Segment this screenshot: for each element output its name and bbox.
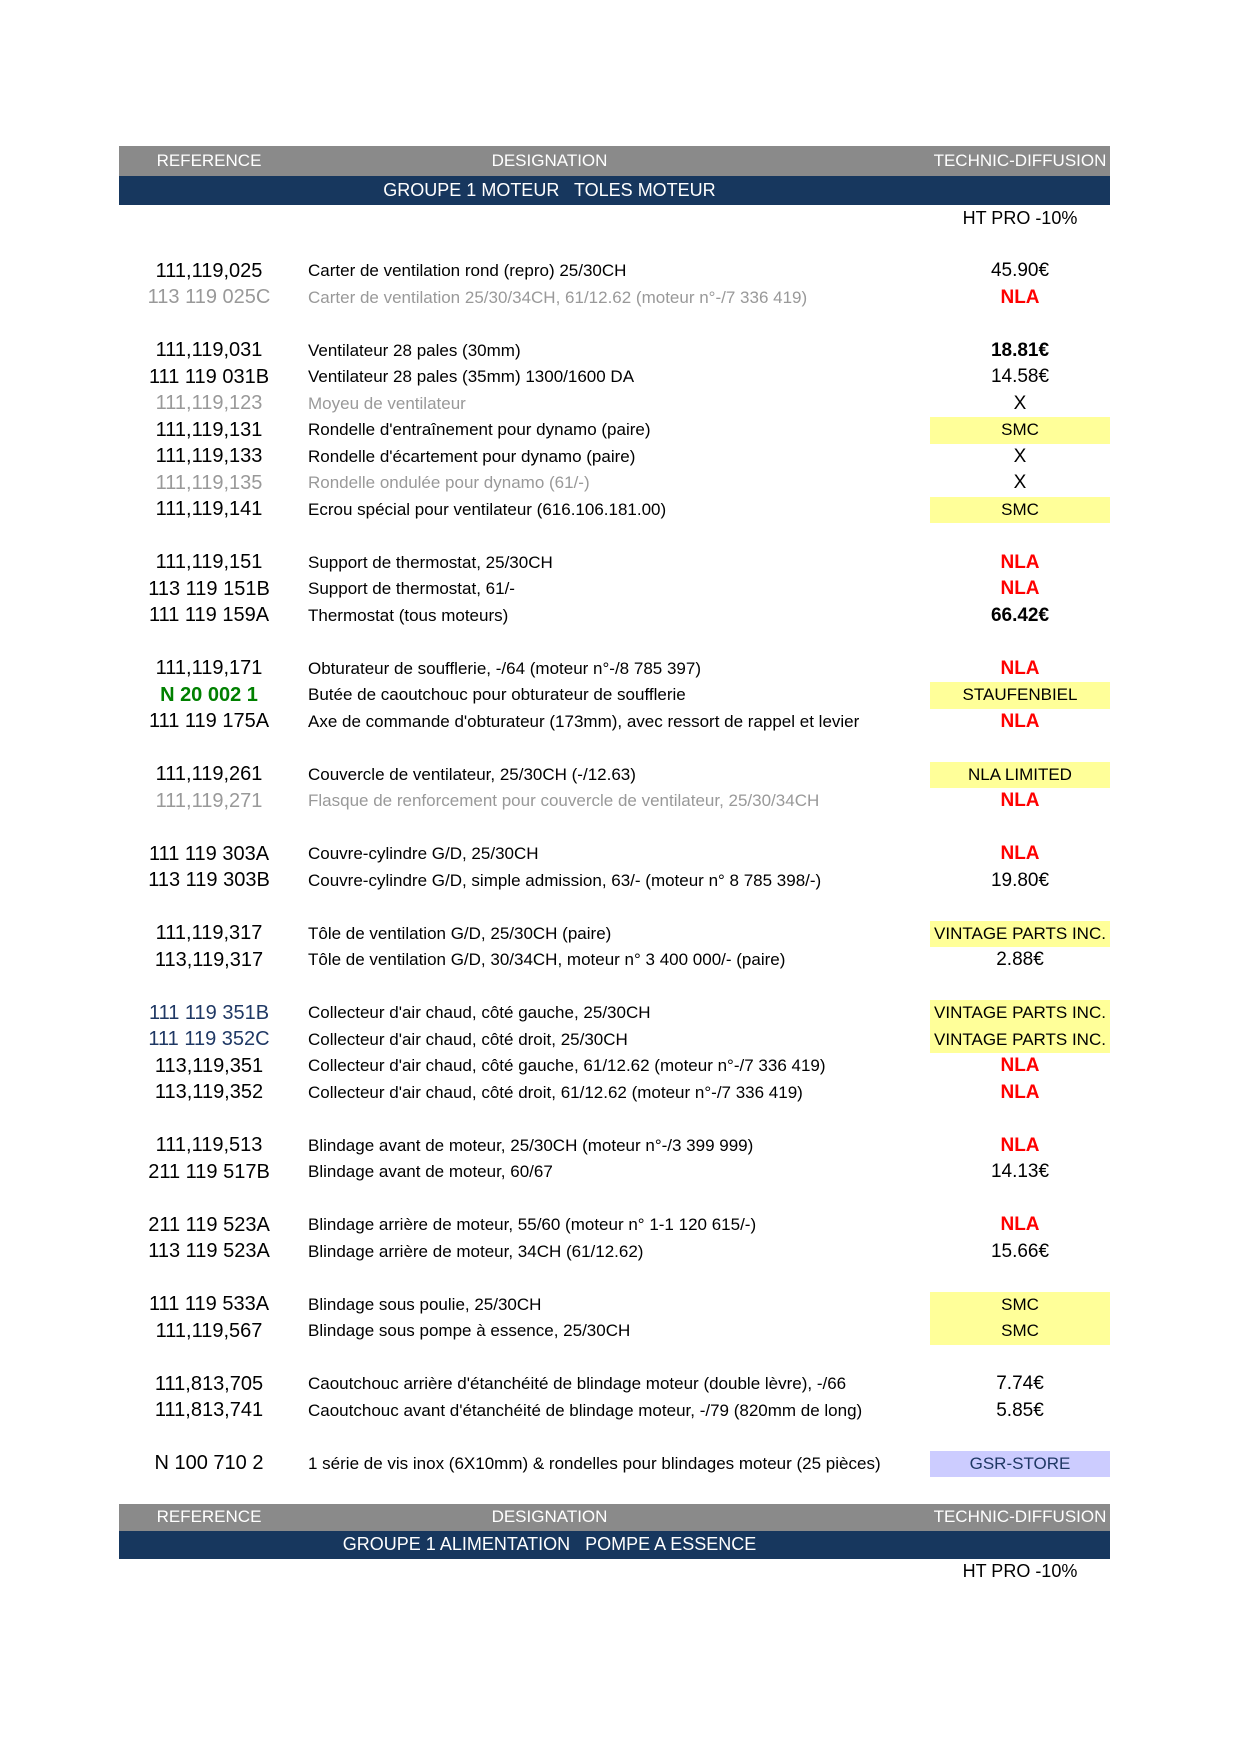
part-row: [119, 417, 1110, 444]
part-status: SMC: [930, 417, 1110, 444]
part-status: 2.88€: [996, 949, 1044, 971]
part-reference: 111,119,151: [155, 551, 263, 574]
part-designation: Support de thermostat, 25/30CH: [308, 552, 553, 572]
part-designation: Collecteur d'air chaud, côté gauche, 61/12.62 (moteur n°-/7 336 419): [308, 1056, 826, 1076]
part-status: SMC: [930, 1318, 1110, 1345]
part-row: [119, 762, 1110, 789]
part-reference: 111,119,261: [155, 763, 263, 786]
part-designation: Caoutchouc avant d'étanchéité de blindage moteur, -/79 (820mm de long): [308, 1400, 863, 1420]
part-row: [119, 1027, 1110, 1054]
part-row: [119, 709, 1110, 736]
part-reference: 111,119,133: [155, 445, 263, 468]
part-row: [119, 1080, 1110, 1107]
part-reference: 111,119,025: [155, 259, 263, 282]
part-reference: 211 119 517B: [148, 1160, 270, 1183]
part-designation: Collecteur d'air chaud, côté gauche, 25/30CH: [308, 1003, 651, 1023]
part-reference: 111,813,741: [154, 1399, 264, 1422]
part-reference: 113,119,351: [154, 1054, 264, 1077]
part-status: NLA: [1000, 657, 1040, 679]
spacer-row: [119, 1477, 1110, 1504]
part-row: [119, 788, 1110, 815]
section-title: GROUPE 1 MOTEUR TOLES MOTEUR: [383, 180, 716, 200]
part-designation: Tôle de ventilation G/D, 25/30CH (paire): [308, 923, 612, 943]
part-reference: 111,119,271: [155, 789, 263, 812]
part-designation: Rondelle ondulée pour dynamo (61/-): [308, 473, 590, 493]
table-header-bar-bottom: [119, 1504, 1110, 1531]
spacer-row: [119, 523, 1110, 550]
part-status: 5.85€: [996, 1399, 1044, 1421]
part-status: NLA: [1000, 578, 1040, 600]
part-reference: 111 119 031B: [148, 365, 270, 388]
spacer-row: [119, 629, 1110, 656]
part-reference: 113,119,352: [154, 1081, 264, 1104]
part-row: [119, 656, 1110, 683]
part-row: [119, 1212, 1110, 1239]
spacer-row: [119, 974, 1110, 1001]
part-row: [119, 576, 1110, 603]
pricing-note-row: [119, 205, 1110, 232]
part-designation: Flasque de renforcement pour couvercle de ventilateur, 25/30/34CH: [308, 791, 820, 811]
part-row: [119, 364, 1110, 391]
column-header-reference: REFERENCE: [156, 1507, 262, 1526]
part-reference: 111 119 351B: [148, 1001, 270, 1024]
part-status: X: [1013, 445, 1027, 467]
part-row: [119, 1239, 1110, 1266]
part-row: [119, 258, 1110, 285]
part-designation: Axe de commande d'obturateur (173mm), avec ressort de rappel et levier: [308, 711, 860, 731]
part-designation: Blindage sous pompe à essence, 25/30CH: [308, 1321, 631, 1341]
part-reference: 113 119 025C: [147, 286, 271, 309]
part-reference: 111 119 533A: [148, 1293, 270, 1316]
spacer-row: [119, 815, 1110, 842]
part-reference: 211 119 523A: [148, 1213, 270, 1236]
part-row: [119, 1159, 1110, 1186]
part-status: NLA: [1000, 790, 1040, 812]
part-row: [119, 444, 1110, 471]
part-status: NLA: [1000, 710, 1040, 732]
part-status: VINTAGE PARTS INC.: [930, 1000, 1110, 1027]
part-reference: 111 119 303A: [148, 842, 270, 865]
column-header-designation: DESIGNATION: [491, 151, 608, 170]
part-row: [119, 1451, 1110, 1478]
part-designation: Rondelle d'entraînement pour dynamo (paire): [308, 420, 651, 440]
spacer-row: [119, 232, 1110, 259]
part-status: NLA: [1000, 551, 1040, 573]
part-designation: Couvre-cylindre G/D, 25/30CH: [308, 844, 539, 864]
part-reference: 111,119,171: [155, 657, 263, 680]
part-designation: Couvre-cylindre G/D, simple admission, 63/- (moteur n° 8 785 398/-): [308, 870, 822, 890]
part-designation: Blindage arrière de moteur, 34CH (61/12.62): [308, 1241, 644, 1261]
column-header-supplier: TECHNIC-DIFFUSION: [933, 1507, 1107, 1526]
part-reference: 111 119 159A: [148, 604, 270, 627]
part-designation: Moyeu de ventilateur: [308, 393, 466, 413]
part-reference: 111,119,567: [155, 1319, 263, 1342]
part-designation: Carter de ventilation 25/30/34CH, 61/12.62 (moteur n°-/7 336 419): [308, 287, 808, 307]
part-row: [119, 285, 1110, 312]
spacer-row: [119, 1106, 1110, 1133]
part-reference: N 20 002 1: [160, 683, 258, 706]
part-status: NLA: [1000, 1134, 1040, 1156]
part-reference: 111,119,317: [155, 922, 263, 945]
part-row: [119, 1398, 1110, 1425]
part-status: NLA: [1000, 843, 1040, 865]
pricing-note: HT PRO -10%: [962, 1561, 1078, 1582]
part-designation: Ecrou spécial pour ventilateur (616.106.181.00): [308, 499, 667, 519]
part-designation: Blindage avant de moteur, 60/67: [308, 1162, 553, 1182]
part-row: [119, 470, 1110, 497]
part-status: 66.42€: [990, 604, 1050, 626]
spacer-row: [119, 1186, 1110, 1213]
part-reference: 111,813,705: [154, 1372, 264, 1395]
part-reference: 111,119,031: [155, 339, 263, 362]
part-status: VINTAGE PARTS INC.: [930, 1027, 1110, 1054]
part-designation: Thermostat (tous moteurs): [308, 605, 509, 625]
part-row: [119, 1000, 1110, 1027]
part-row: [119, 603, 1110, 630]
part-designation: Caoutchouc arrière d'étanchéité de blindage moteur (double lèvre), -/66: [308, 1374, 847, 1394]
part-status: SMC: [930, 497, 1110, 524]
next-section-title: GROUPE 1 ALIMENTATION POMPE A ESSENCE: [342, 1534, 757, 1554]
column-header-supplier: TECHNIC-DIFFUSION: [933, 151, 1107, 170]
part-row: [119, 868, 1110, 895]
part-designation: Tôle de ventilation G/D, 30/34CH, moteur n° 3 400 000/- (paire): [308, 950, 786, 970]
part-row: [119, 682, 1110, 709]
part-designation: Butée de caoutchouc pour obturateur de soufflerie: [308, 685, 686, 705]
part-designation: Blindage avant de moteur, 25/30CH (moteur n°-/3 399 999): [308, 1135, 754, 1155]
column-header-designation: DESIGNATION: [491, 1507, 608, 1526]
part-designation: Collecteur d'air chaud, côté droit, 25/30CH: [308, 1029, 628, 1049]
part-row: [119, 1371, 1110, 1398]
spacer-row: [119, 1345, 1110, 1372]
spacer-row: [119, 735, 1110, 762]
pricing-note-row: [119, 1559, 1110, 1586]
part-status: 7.74€: [996, 1373, 1044, 1395]
part-reference: 113 119 303B: [148, 869, 270, 892]
part-status: VINTAGE PARTS INC.: [930, 921, 1110, 948]
part-designation: Ventilateur 28 pales (30mm): [308, 340, 521, 360]
spacer-row: [119, 1424, 1110, 1451]
part-designation: Blindage arrière de moteur, 55/60 (moteur n° 1-1 120 615/-): [308, 1215, 757, 1235]
part-designation: 1 série de vis inox (6X10mm) & rondelles pour blindages moteur (25 pièces): [308, 1453, 881, 1473]
part-reference: 111,119,131: [155, 418, 263, 441]
part-designation: Carter de ventilation rond (repro) 25/30CH: [308, 261, 627, 281]
part-designation: Collecteur d'air chaud, côté droit, 61/12.62 (moteur n°-/7 336 419): [308, 1082, 803, 1102]
part-row: [119, 391, 1110, 418]
section-band: [119, 176, 1110, 205]
part-designation: Obturateur de soufflerie, -/64 (moteur n°-/8 785 397): [308, 658, 701, 678]
part-designation: Support de thermostat, 61/-: [308, 579, 515, 599]
part-status: NLA: [1000, 1214, 1040, 1236]
part-status: 15.66€: [990, 1240, 1050, 1262]
next-section-band: [119, 1531, 1110, 1559]
part-row: [119, 1318, 1110, 1345]
part-status: SMC: [930, 1292, 1110, 1319]
part-reference: 113 119 151B: [148, 577, 270, 600]
part-row: [119, 1133, 1110, 1160]
part-reference: N 100 710 2: [154, 1452, 264, 1475]
part-reference: 111,119,135: [155, 471, 263, 494]
part-row: [119, 841, 1110, 868]
spacer-row: [119, 1265, 1110, 1292]
part-row: [119, 550, 1110, 577]
part-status: X: [1013, 472, 1027, 494]
parts-table: [119, 146, 1110, 1585]
part-row: [119, 947, 1110, 974]
part-status: 19.80€: [990, 869, 1050, 891]
part-reference: 113,119,317: [154, 948, 264, 971]
part-status: 45.90€: [990, 260, 1050, 282]
part-status: NLA: [1000, 1081, 1040, 1103]
part-reference: 111 119 175A: [148, 710, 270, 733]
part-row: [119, 497, 1110, 524]
table-header-bar: [119, 146, 1110, 176]
part-status: NLA LIMITED: [930, 762, 1110, 789]
part-designation: Rondelle d'écartement pour dynamo (paire): [308, 446, 636, 466]
part-status: NLA: [1000, 1055, 1040, 1077]
spacer-row: [119, 894, 1110, 921]
part-reference: 111 119 352C: [148, 1028, 270, 1051]
part-designation: Couvercle de ventilateur, 25/30CH (-/12.63): [308, 764, 636, 784]
part-row: [119, 1053, 1110, 1080]
spacer-row: [119, 311, 1110, 338]
part-status: 14.13€: [990, 1161, 1050, 1183]
part-row: [119, 338, 1110, 365]
parts-rows: [119, 258, 1110, 1477]
part-row: [119, 1292, 1110, 1319]
part-row: [119, 921, 1110, 948]
part-status: NLA: [1000, 286, 1040, 308]
column-header-reference: REFERENCE: [156, 151, 262, 170]
part-status: 18.81€: [990, 339, 1050, 361]
part-designation: Ventilateur 28 pales (35mm) 1300/1600 DA: [308, 367, 635, 387]
part-reference: 111,119,513: [155, 1134, 263, 1157]
part-status: 14.58€: [990, 366, 1050, 388]
part-designation: Blindage sous poulie, 25/30CH: [308, 1294, 542, 1314]
part-reference: 113 119 523A: [148, 1240, 270, 1263]
part-status: GSR-STORE: [930, 1451, 1110, 1478]
part-status: STAUFENBIEL: [930, 682, 1110, 709]
part-status: X: [1013, 392, 1027, 414]
pricing-note: HT PRO -10%: [962, 207, 1078, 228]
part-reference: 111,119,123: [155, 392, 263, 415]
part-reference: 111,119,141: [155, 498, 263, 521]
